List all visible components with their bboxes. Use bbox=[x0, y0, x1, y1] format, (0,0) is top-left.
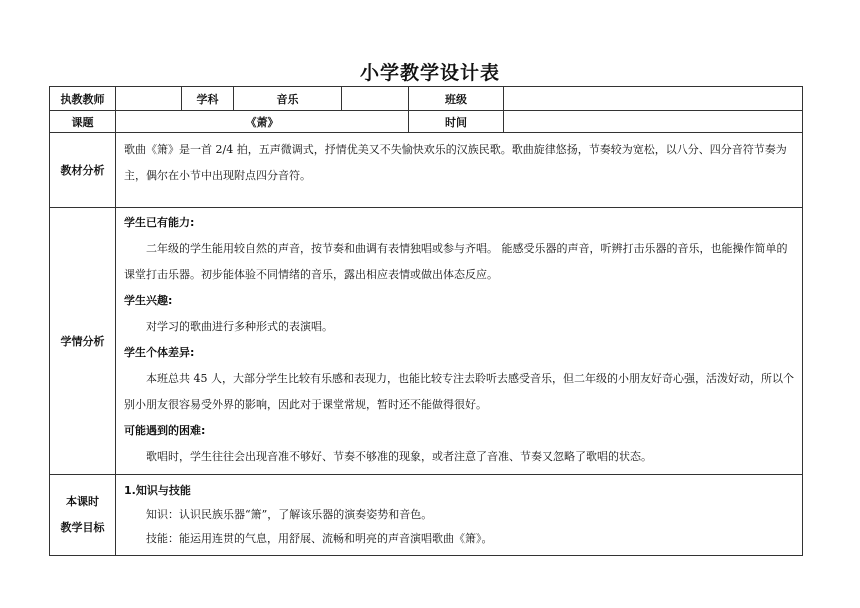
section-heading: 学生已有能力: bbox=[124, 216, 195, 229]
subject-label: 学科 bbox=[182, 87, 234, 111]
section-heading: 可能遇到的困难: bbox=[124, 424, 206, 437]
class-value bbox=[504, 87, 803, 111]
page-title: 小学教学设计表 bbox=[359, 62, 500, 84]
section-text: 二年级的学生能用较自然的声音，按节奏和曲调有表情独唱或参与齐唱。 能感受乐器的声音，听辨打击乐器的音乐，也能操作简单的课堂打击乐器。初步能体验不同情绪的音乐，露出相应表情或做出体态反应。 bbox=[124, 242, 788, 281]
material-analysis-content bbox=[116, 133, 803, 208]
time-label: 时间 bbox=[409, 111, 504, 133]
topic-row bbox=[50, 111, 803, 133]
section-text: 对学习的歌曲进行多种形式的表演唱。 bbox=[146, 320, 333, 333]
lesson-design-table bbox=[49, 86, 803, 556]
objectives-skill: 技能：能运用连贯的气息，用舒展、流畅和明亮的声音演唱歌曲《箫》。 bbox=[146, 532, 493, 545]
material-analysis-text: 歌曲《箫》是一首 2/4 拍，五声微调式，抒情优美又不失愉快欢乐的汉族民歌。歌曲旋律悠扬，节奏较为宽松，以八分、四分音符节奏为主，偶尔在小节中出现附点四分音符。 bbox=[124, 143, 787, 182]
objectives-knowledge: 知识：认识民族乐器“箫”，了解该乐器的演奏姿势和音色。 bbox=[146, 508, 433, 521]
subject-value: 音乐 bbox=[234, 87, 342, 111]
objectives-heading: 1.知识与技能 bbox=[124, 484, 191, 497]
class-label: 班级 bbox=[409, 87, 504, 111]
objectives-label-line1: 本课时 bbox=[66, 495, 99, 508]
student-analysis-row bbox=[50, 208, 803, 475]
topic-label: 课题 bbox=[50, 111, 116, 133]
objectives-label-line2: 教学目标 bbox=[60, 521, 105, 534]
student-analysis-content bbox=[116, 208, 803, 475]
section-heading: 学生兴趣: bbox=[124, 294, 173, 307]
section-heading: 学生个体差异: bbox=[124, 346, 195, 359]
material-analysis-row bbox=[50, 133, 803, 208]
material-analysis-label: 教材分析 bbox=[50, 133, 116, 208]
section-text: 本班总共 45 人，大部分学生比较有乐感和表现力，也能比较专注去聆听去感受音乐，但二年级的小朋友好奇心强，活泼好动，所以个别小朋友很容易受外界的影响，因此对于课堂常规，暂时还不能做得很好。 bbox=[124, 372, 794, 411]
teacher-value bbox=[116, 87, 182, 111]
header-row bbox=[50, 87, 803, 111]
subject-spacer bbox=[342, 87, 409, 111]
objectives-content bbox=[116, 475, 803, 556]
topic-value: 《萧》 bbox=[116, 111, 409, 133]
objectives-label bbox=[50, 475, 116, 556]
student-analysis-label: 学情分析 bbox=[50, 208, 116, 475]
time-value bbox=[504, 111, 803, 133]
teacher-label: 执教教师 bbox=[50, 87, 116, 111]
objectives-row bbox=[50, 475, 803, 556]
section-text: 歌唱时，学生往往会出现音准不够好、节奏不够准的现象，或者注意了音准、节奏又忽略了歌唱的状态。 bbox=[146, 450, 652, 463]
